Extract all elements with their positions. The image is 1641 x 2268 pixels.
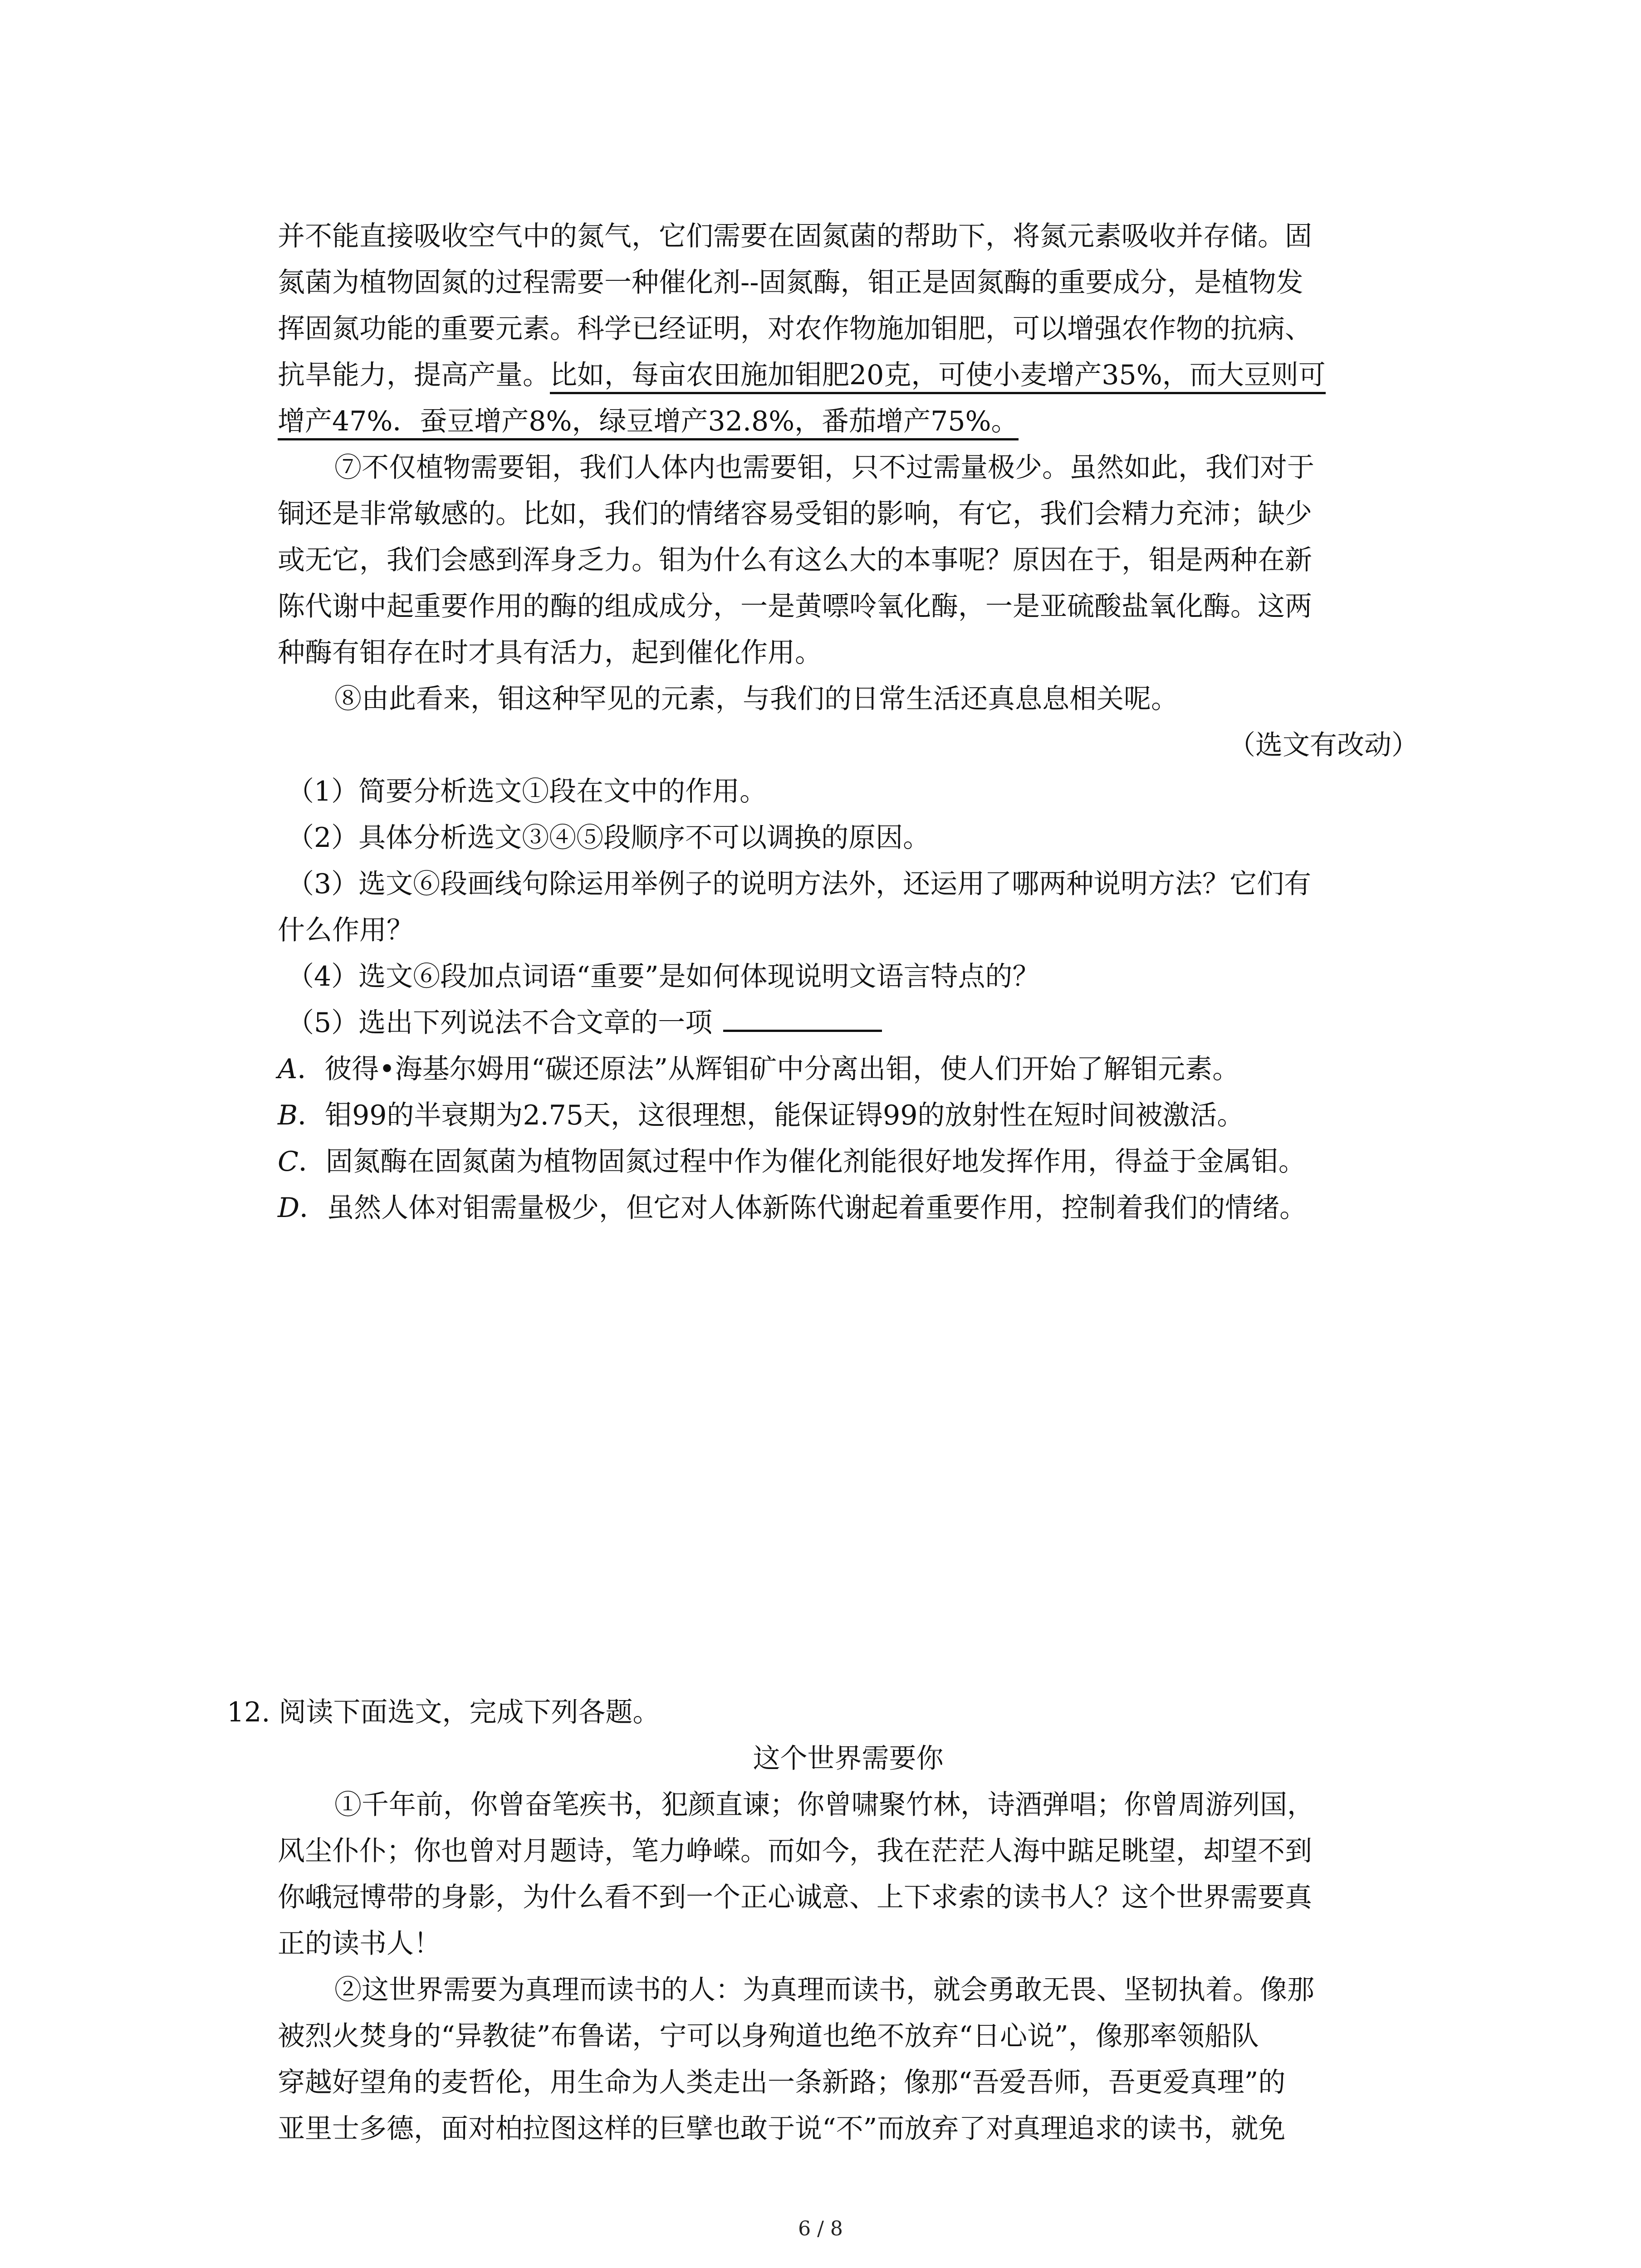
text-segment: 抗旱能力，提高产量。: [278, 359, 550, 391]
question-12-heading: 12. 阅读下面选文，完成下列各题。: [227, 1696, 660, 1728]
option-c: [278, 1139, 1419, 1185]
option-b: [278, 1092, 1419, 1139]
text-line: ⑧由此看来，钼这种罕见的元素，与我们的日常生活还真息息相关呢。: [334, 683, 1178, 715]
question-4: （4）选文⑥段加点词语“重要”是如何体现说明文语言特点的？: [287, 961, 1040, 992]
text-line: 被烈火焚身的“异教徒”布鲁诺，宁可以身殉道也绝不放弃“日心说”，像那率领船队: [278, 2020, 1259, 2052]
underlined-sentence: 增产47%．蚕豆增产8%，绿豆增产32.8%，番茄增产75%。: [278, 406, 1019, 440]
answer-blank[interactable]: [723, 1003, 882, 1032]
option-a: [278, 1046, 1419, 1092]
question-12: [227, 1689, 1419, 1735]
option-letter: C: [278, 1146, 299, 1178]
text-line: ⑦不仅植物需要钼，我们人体内也需要钼，只不过需量极少。虽然如此，我们对于: [334, 452, 1314, 484]
text-line: 陈代谢中起重要作用的酶的组成成分，一是黄嘌呤氧化酶，一是亚硫酸盐氧化酶。这两: [278, 591, 1312, 622]
option-text: ．固氮酶在固氮菌为植物固氮过程中作为催化剂能很好地发挥作用，得益于金属钼。: [298, 1146, 1306, 1178]
question-3: （3）选文⑥段画线句除运用举例子的说明方法外，还运用了哪两种说明方法？它们有: [287, 868, 1312, 900]
paragraph-8: [278, 676, 1419, 768]
question-1: （1）简要分析选文①段在文中的作用。: [287, 776, 767, 807]
text-line: 铜还是非常敏感的。比如，我们的情绪容易受钼的影响，有它，我们会精力充沛；缺少: [278, 498, 1312, 530]
text-line: ②这世界需要为真理而读书的人：为真理而读书，就会勇敢无畏、坚韧执着。像那: [334, 1974, 1314, 2006]
text-line: 并不能直接吸收空气中的氮气，它们需要在固氮菌的帮助下，将氮元素吸收并存储。固: [278, 220, 1312, 252]
source-note: （选文有改动）: [1228, 729, 1419, 761]
text-line: ①千年前，你曾奋笔疾书，犯颜直谏；你曾啸聚竹林，诗酒弹唱；你曾周游列国，: [334, 1789, 1314, 1821]
questions-block: [278, 768, 1419, 1231]
option-letter: A: [278, 1053, 298, 1085]
text-line: 穿越好望角的麦哲伦，用生命为人类走出一条新路；像那“吾爱吾师，吾更爱真理”的: [278, 2067, 1286, 2098]
option-text: ．钼99的半衰期为2.75天，这很理想，能保证锝99的放射性在短时间被激活。: [298, 1100, 1244, 1131]
page-number: 6 / 8: [798, 2217, 843, 2240]
text-line: [278, 398, 1419, 445]
question-5: [278, 1000, 1419, 1046]
question-12-passage: [278, 1735, 1419, 2152]
text-line: 正的读书人！: [278, 1928, 441, 1960]
option-letter: B: [278, 1100, 298, 1131]
option-text: ．彼得•海基尔姆用“碳还原法”从辉钼矿中分离出钼，使人们开始了解钼元素。: [297, 1053, 1240, 1085]
text-line: 亚里士多德，面对柏拉图这样的巨擘也敢于说“不”而放弃了对真理追求的读书，就免: [278, 2113, 1286, 2145]
question-2: （2）具体分析选文③④⑤段顺序不可以调换的原因。: [287, 822, 931, 854]
text-line: 或无它，我们会感到浑身乏力。钼为什么有这么大的本事呢？原因在于，钼是两种在新: [278, 544, 1312, 576]
paragraph-7: [278, 445, 1419, 676]
text-line: [278, 352, 1419, 398]
text-line: 氮菌为植物固氮的过程需要一种催化剂--固氮酶，钼正是固氮酶的重要成分，是植物发: [278, 267, 1303, 298]
option-text: ．虽然人体对钼需量极少，但它对人体新陈代谢起着重要作用，控制着我们的情绪。: [299, 1192, 1307, 1224]
passage-title: 这个世界需要你: [753, 1743, 944, 1774]
underlined-sentence: 比如，每亩农田施加钼肥20克，可使小麦增产35%，而大豆则可: [550, 359, 1326, 394]
question-3-continued: 什么作用？: [278, 914, 414, 946]
text-line: 种酶有钼存在时才具有活力，起到催化作用。: [278, 637, 822, 669]
question-5-text: （5）选出下列说法不合文章的一项: [287, 1007, 713, 1039]
paragraph-6-continuation: [278, 213, 1419, 445]
text-line: 你峨冠博带的身影，为什么看不到一个正心诚意、上下求索的读书人？这个世界需要真: [278, 1882, 1312, 1913]
text-line: 风尘仆仆；你也曾对月题诗，笔力峥嵘。而如今，我在茫茫人海中踮足眺望，却望不到: [278, 1835, 1312, 1867]
text-line: 挥固氮功能的重要元素。科学已经证明，对农作物施加钼肥，可以增强农作物的抗病、: [278, 313, 1312, 345]
option-letter: D: [278, 1192, 300, 1224]
option-d: [278, 1185, 1419, 1231]
